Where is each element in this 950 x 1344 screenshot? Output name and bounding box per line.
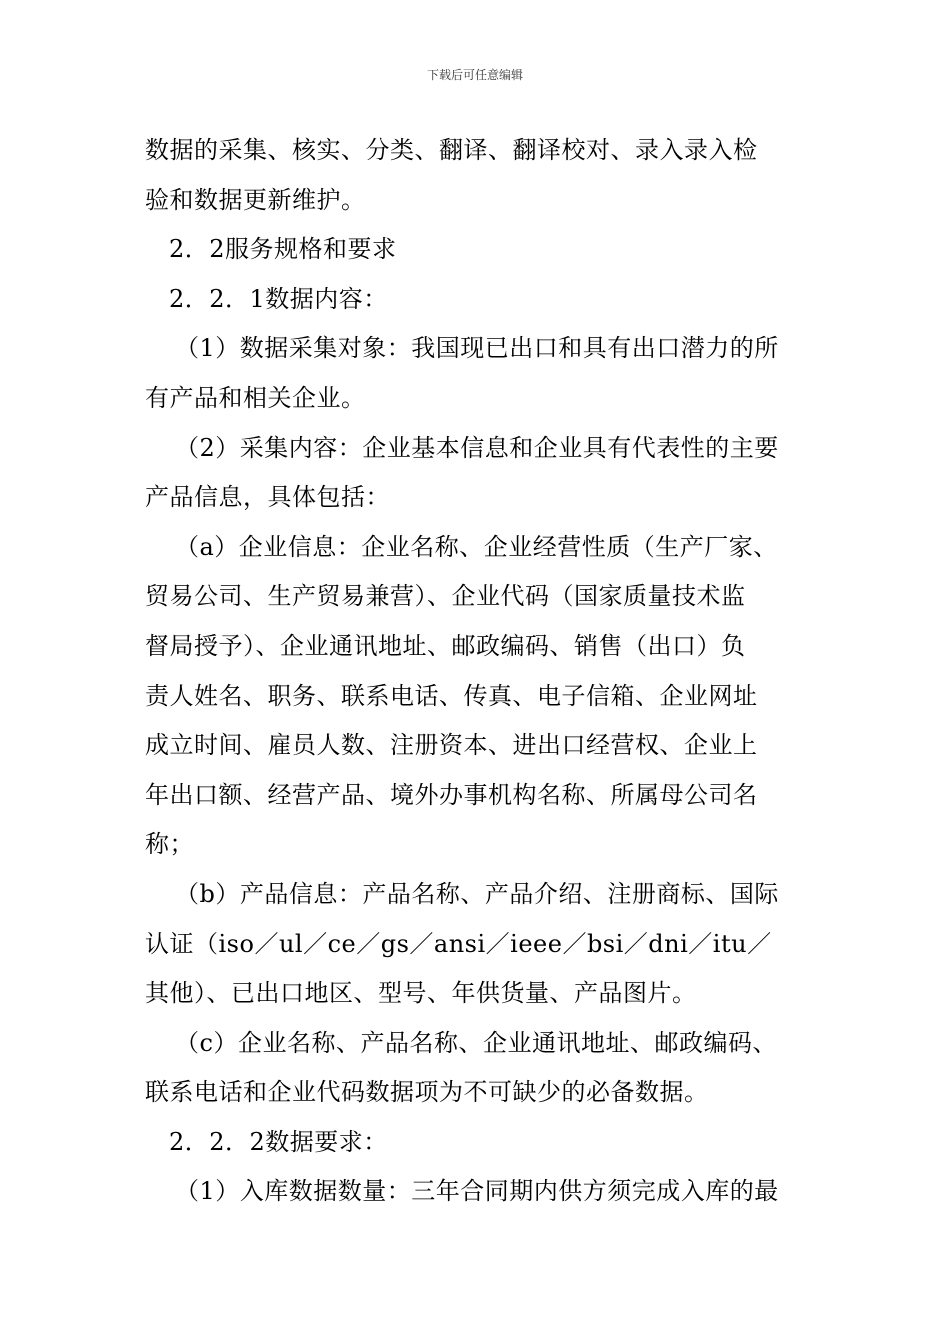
- text-line: 有产品和相关企业。: [145, 383, 366, 412]
- text-line: 责人姓名、职务、联系电话、传真、电子信箱、企业网址: [145, 681, 758, 710]
- page-header-note: 下载后可任意编辑: [426, 68, 523, 82]
- text-line: 联系电话和企业代码数据项为不可缺少的必备数据。: [145, 1078, 709, 1107]
- text-line: 认证（iso／ul／ce／gs／ansi／ieee／bsi／dni／itu／: [145, 929, 772, 958]
- text-line: 产品信息，具体包括：: [145, 483, 390, 512]
- text-line: 称；: [145, 830, 194, 859]
- subsection-heading: 2．2．2数据要求：: [169, 1127, 388, 1156]
- text-line: 数据的采集、核实、分类、翻译、翻译校对、录入录入检: [145, 136, 758, 164]
- text-line: 成立时间、雇员人数、注册资本、进出口经营权、企业上: [145, 731, 758, 760]
- text-line: （2）采集内容：企业基本信息和企业具有代表性的主要: [175, 433, 779, 462]
- text-line: 其他）、已出口地区、型号、年供货量、产品图片。: [145, 979, 697, 1008]
- text-line: （a）企业信息：企业名称、企业经营性质（生产厂家、: [175, 532, 778, 561]
- text-line: （b）产品信息：产品名称、产品介绍、注册商标、国际: [175, 879, 779, 908]
- text-line: （1）入库数据数量：三年合同期内供方须完成入库的最: [175, 1177, 779, 1206]
- text-line: 年出口额、经营产品、境外办事机构名称、所属母公司名: [145, 780, 758, 809]
- subsection-heading: 2．2．1数据内容：: [169, 284, 388, 313]
- text-line: 验和数据更新维护。: [145, 185, 366, 214]
- text-line: 贸易公司、生产贸易兼营）、企业代码（国家质量技术监: [145, 582, 746, 611]
- text-line: （1）数据采集对象：我国现已出口和具有出口潜力的所: [175, 334, 779, 363]
- section-heading: 2．2服务规格和要求: [169, 235, 397, 264]
- text-line: 督局授予）、企业通讯地址、邮政编码、销售（出口）负: [145, 631, 746, 660]
- text-line: （c）企业名称、产品名称、企业通讯地址、邮政编码、: [175, 1028, 777, 1057]
- document-body: [145, 126, 810, 1217]
